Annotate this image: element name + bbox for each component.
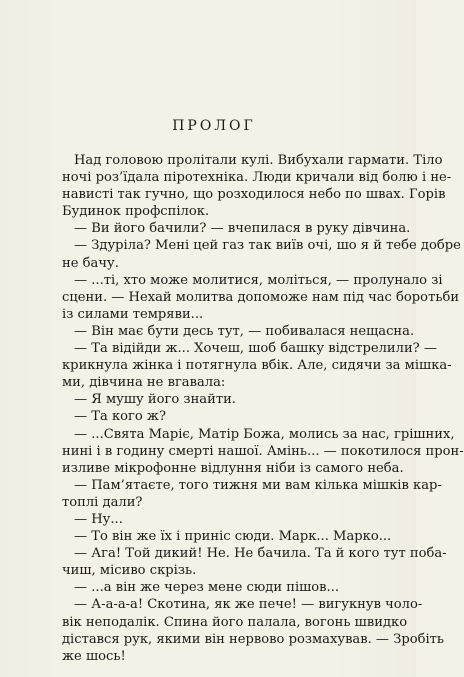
text-line: вік неподалік. Спина його палала, вогонь швидко bbox=[62, 614, 408, 630]
text-line: із силами темряви... bbox=[62, 306, 204, 322]
dialogue-line bbox=[62, 596, 445, 664]
dialogue-line bbox=[62, 426, 464, 477]
text-line: — А-а-а-а! Скотина, як же пече! — вигукнув чоло- bbox=[74, 597, 423, 613]
text-line: топлі дали? bbox=[62, 494, 143, 510]
text-line: — ...Свята Маріє, Матір Божа, молись за нас, грішних, bbox=[74, 426, 455, 442]
text-line: чиш, місиво скрізь. bbox=[62, 563, 197, 579]
text-line: крикнула жінка і потягнула вбік. Але, сидячи за мішка- bbox=[62, 358, 452, 374]
text-line: сцени. — Нехай молитва допоможе нам під час боротьби bbox=[62, 289, 460, 305]
text-line: нависті так гучно, що розходилося небо по швах. Горів bbox=[62, 187, 446, 203]
text-line: изливе мікрофонне відлуння ніби із самого неба. bbox=[62, 460, 404, 476]
text-line: ми, дівчина не вгавала: bbox=[62, 375, 226, 391]
dialogue-line bbox=[62, 237, 461, 271]
text-line: — Пам’ятаєте, того тижня ми вам кілька мішків кар- bbox=[74, 477, 442, 493]
paragraph-opening bbox=[62, 152, 452, 220]
text-line: не бачу. bbox=[62, 255, 119, 271]
text-line: Будинок профспілок. bbox=[62, 204, 210, 220]
text-line: ночі роз’їдала піротехніка. Люди кричали від болю і не- bbox=[62, 170, 452, 186]
dialogue-line bbox=[62, 528, 392, 545]
text-line: — ...ті, хто може молитися, моліться, — пролунало зі bbox=[74, 272, 443, 288]
text-line: — Ви його бачили? — вчепилася в руку дівчина. bbox=[74, 221, 411, 237]
dialogue-line bbox=[62, 408, 366, 425]
dialogue-line bbox=[62, 272, 460, 323]
text-line: — Я мушу його знайти. bbox=[74, 392, 236, 408]
text-line: — Здуріла? Мені цей газ так виїв очі, шо я й тебе добре bbox=[74, 238, 461, 254]
dialogue-line bbox=[62, 477, 442, 511]
text-line: — Ага! Той дикий! Не. Не бачила. Та й кого тут поба- bbox=[74, 546, 447, 562]
text-line: — Та відійди ж... Хочеш, шоб башку відстрелили? — bbox=[74, 341, 437, 357]
text-line: нині і в годину смерті нашої. Амінь... — покотилося прон- bbox=[62, 443, 464, 459]
text-line: же шось! bbox=[62, 648, 126, 664]
dialogue-line bbox=[62, 545, 447, 579]
dialogue-line bbox=[62, 340, 452, 391]
chapter-title: ПРОЛОГ bbox=[172, 118, 256, 134]
text-line: — Він має бути десь тут, — побивалася нещасна. bbox=[74, 323, 415, 339]
dialogue-line bbox=[62, 323, 415, 340]
text-line: — То він же їх і приніс сюди. Марк... Марко... bbox=[74, 529, 392, 545]
dialogue-line bbox=[62, 511, 366, 528]
text-line: Над головою пролітали кулі. Вибухали гармати. Тіло bbox=[74, 153, 443, 168]
text-line: — Ну... bbox=[74, 511, 123, 527]
text-line: — Та кого ж? bbox=[74, 409, 166, 425]
dialogue-line bbox=[62, 220, 411, 237]
dialogue-line bbox=[62, 391, 366, 408]
text-line: дістався рук, якими він нервово розмахував. — Зробіть bbox=[62, 631, 445, 647]
dialogue-line bbox=[62, 579, 366, 596]
text-line: — ...а він же через мене сюди пішов... bbox=[74, 580, 340, 596]
